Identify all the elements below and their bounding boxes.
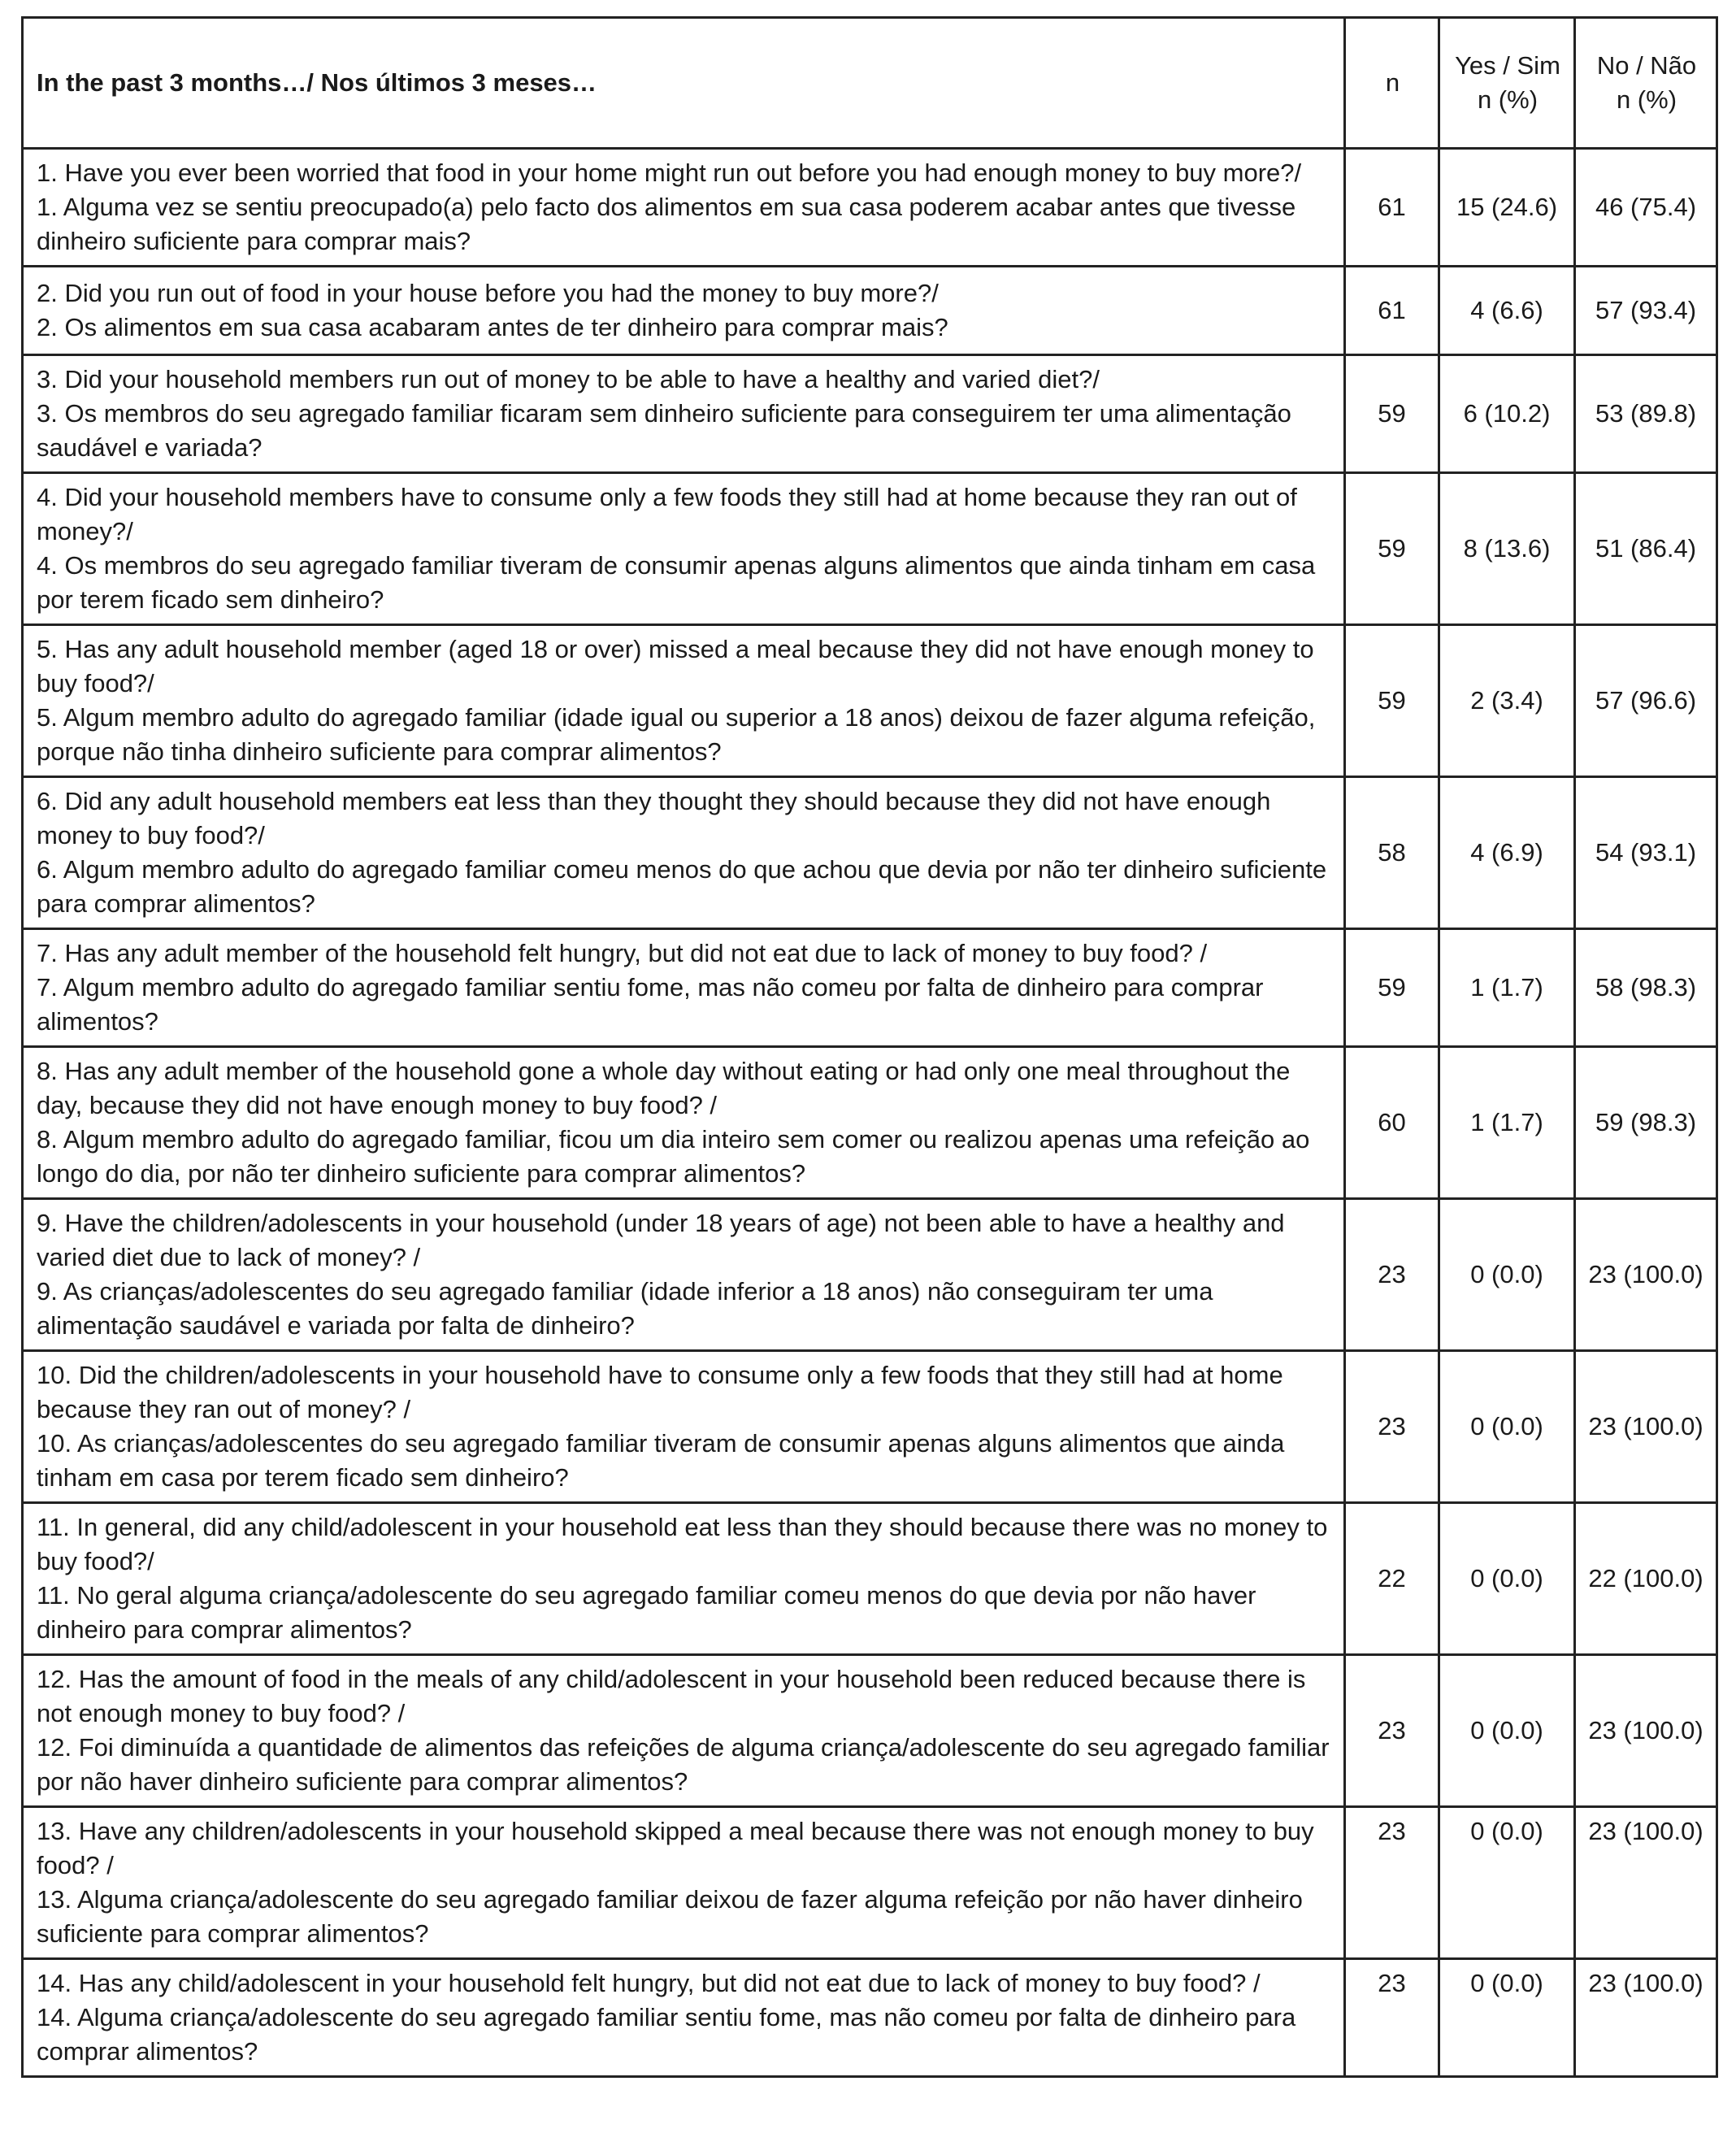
yes-cell: 0 (0.0) [1439, 1503, 1575, 1655]
n-cell: 61 [1345, 267, 1439, 355]
no-cell: 23 (100.0) [1575, 1655, 1717, 1807]
no-cell: 23 (100.0) [1575, 1351, 1717, 1503]
question-en: 6. Did any adult household members eat less than they thought they should because they did not have enough money to buy food?/ [37, 787, 1271, 849]
n-cell: 23 [1345, 1351, 1439, 1503]
no-cell: 59 (98.3) [1575, 1047, 1717, 1199]
n-cell: 61 [1345, 149, 1439, 267]
yes-cell: 0 (0.0) [1439, 1959, 1575, 2077]
question-cell [23, 1959, 1345, 2077]
yes-cell: 0 (0.0) [1439, 1351, 1575, 1503]
yes-cell: 1 (1.7) [1439, 1047, 1575, 1199]
table-row [23, 355, 1717, 473]
n-cell: 23 [1345, 1807, 1439, 1959]
question-en: 12. Has the amount of food in the meals of any child/adolescent in your household been reduced because there is not enough money to buy food? / [37, 1665, 1306, 1727]
question-pt: 4. Os membros do seu agregado familiar tiveram de consumir apenas alguns alimentos que ainda tinham em casa por terem ficado sem dinheiro? [37, 551, 1316, 614]
question-en: 8. Has any adult member of the household gone a whole day without eating or had only one meal throughout the day, because they did not have enough money to buy food? / [37, 1057, 1291, 1119]
n-cell: 59 [1345, 929, 1439, 1047]
question-pt: 14. Alguma criança/adolescente do seu agregado familiar sentiu fome, mas não comeu por falta de dinheiro para comprar alimentos? [37, 2003, 1296, 2066]
question-cell [23, 1503, 1345, 1655]
question-cell [23, 355, 1345, 473]
question-cell [23, 929, 1345, 1047]
question-en: 11. In general, did any child/adolescent in your household eat less than they should because there was no money to buy food?/ [37, 1513, 1328, 1575]
yes-cell: 4 (6.9) [1439, 777, 1575, 929]
question-en: 14. Has any child/adolescent in your household felt hungry, but did not eat due to lack of money to buy food? / [37, 1969, 1261, 1997]
no-cell: 23 (100.0) [1575, 1807, 1717, 1959]
question-pt: 11. No geral alguma criança/adolescente do seu agregado familiar comeu menos do que devia por não haver dinheiro para comprar alimentos? [37, 1581, 1256, 1644]
table-row [23, 267, 1717, 355]
header-question: In the past 3 months…/ Nos últimos 3 meses… [23, 18, 1345, 149]
yes-cell: 0 (0.0) [1439, 1199, 1575, 1351]
n-cell: 23 [1345, 1959, 1439, 2077]
question-pt: 13. Alguma criança/adolescente do seu agregado familiar deixou de fazer alguma refeição por não haver dinheiro suficiente para comprar alimentos? [37, 1885, 1303, 1948]
question-cell [23, 1807, 1345, 1959]
table-row [23, 1655, 1717, 1807]
question-cell [23, 267, 1345, 355]
no-cell: 46 (75.4) [1575, 149, 1717, 267]
n-cell: 59 [1345, 355, 1439, 473]
yes-cell: 0 (0.0) [1439, 1807, 1575, 1959]
yes-cell: 0 (0.0) [1439, 1655, 1575, 1807]
question-pt: 7. Algum membro adulto do agregado familiar sentiu fome, mas não comeu por falta de dinheiro para comprar alimentos? [37, 973, 1264, 1036]
no-cell: 54 (93.1) [1575, 777, 1717, 929]
table-row [23, 777, 1717, 929]
table-row [23, 1503, 1717, 1655]
yes-cell: 8 (13.6) [1439, 473, 1575, 625]
no-cell: 23 (100.0) [1575, 1199, 1717, 1351]
question-cell [23, 625, 1345, 777]
question-en: 5. Has any adult household member (aged 18 or over) missed a meal because they did not have enough money to buy food?/ [37, 635, 1314, 697]
table-row [23, 473, 1717, 625]
yes-cell: 1 (1.7) [1439, 929, 1575, 1047]
question-pt: 6. Algum membro adulto do agregado familiar comeu menos do que achou que devia por não ter dinheiro suficiente para comprar alimentos? [37, 855, 1327, 918]
no-cell: 51 (86.4) [1575, 473, 1717, 625]
food-insecurity-table-container [21, 16, 1716, 2078]
table-row [23, 929, 1717, 1047]
question-en: 13. Have any children/adolescents in your household skipped a meal because there was not enough money to buy food? / [37, 1817, 1314, 1879]
question-en: 2. Did you run out of food in your house before you had the money to buy more?/ [37, 279, 939, 307]
header-no: No / Não n (%) [1575, 18, 1717, 149]
n-cell: 59 [1345, 473, 1439, 625]
table-header-row [23, 18, 1717, 149]
question-pt: 5. Algum membro adulto do agregado familiar (idade igual ou superior a 18 anos) deixou de fazer alguma refeição, porque não tinha dinheiro suficiente para comprar alimentos? [37, 703, 1316, 766]
n-cell: 59 [1345, 625, 1439, 777]
question-cell [23, 149, 1345, 267]
question-en: 3. Did your household members run out of money to be able to have a healthy and varied diet?/ [37, 365, 1100, 393]
header-n: n [1345, 18, 1439, 149]
question-pt: 2. Os alimentos em sua casa acabaram antes de ter dinheiro para comprar mais? [37, 313, 948, 341]
n-cell: 60 [1345, 1047, 1439, 1199]
question-pt: 9. As crianças/adolescentes do seu agregado familiar (idade inferior a 18 anos) não conseguiram ter uma alimentação saudável e variada por falta de dinheiro? [37, 1277, 1213, 1340]
n-cell: 58 [1345, 777, 1439, 929]
no-cell: 57 (93.4) [1575, 267, 1717, 355]
question-cell [23, 1199, 1345, 1351]
question-pt: 3. Os membros do seu agregado familiar ficaram sem dinheiro suficiente para conseguirem ter uma alimentação saudável e variada? [37, 399, 1291, 462]
question-cell [23, 473, 1345, 625]
yes-cell: 6 (10.2) [1439, 355, 1575, 473]
no-cell: 57 (96.6) [1575, 625, 1717, 777]
n-cell: 23 [1345, 1655, 1439, 1807]
header-yes: Yes / Sim n (%) [1439, 18, 1575, 149]
question-en: 4. Did your household members have to consume only a few foods they still had at home because they ran out of money?/ [37, 483, 1297, 545]
table-row [23, 1047, 1717, 1199]
yes-cell: 4 (6.6) [1439, 267, 1575, 355]
no-cell: 23 (100.0) [1575, 1959, 1717, 2077]
question-pt: 10. As crianças/adolescentes do seu agregado familiar tiveram de consumir apenas alguns alimentos que ainda tinham em casa por terem ficado sem dinheiro? [37, 1429, 1285, 1492]
question-pt: 12. Foi diminuída a quantidade de alimentos das refeições de alguma criança/adolescente do seu agregado familiar por não haver dinheiro suficiente para comprar alimentos? [37, 1733, 1330, 1796]
no-cell: 22 (100.0) [1575, 1503, 1717, 1655]
question-en: 9. Have the children/adolescents in your household (under 18 years of age) not been able to have a healthy and varied diet due to lack of money? / [37, 1209, 1285, 1271]
yes-cell: 2 (3.4) [1439, 625, 1575, 777]
food-insecurity-table [21, 16, 1718, 2078]
question-cell [23, 777, 1345, 929]
table-row [23, 1959, 1717, 2077]
table-row [23, 1351, 1717, 1503]
question-pt: 1. Alguma vez se sentiu preocupado(a) pelo facto dos alimentos em sua casa poderem acabar antes que tivesse dinheiro suficiente para comprar mais? [37, 193, 1296, 255]
no-cell: 58 (98.3) [1575, 929, 1717, 1047]
question-cell [23, 1655, 1345, 1807]
n-cell: 23 [1345, 1199, 1439, 1351]
table-row [23, 149, 1717, 267]
n-cell: 22 [1345, 1503, 1439, 1655]
question-pt: 8. Algum membro adulto do agregado familiar, ficou um dia inteiro sem comer ou realizou apenas uma refeição ao longo do dia, por não ter dinheiro suficiente para comprar alimentos? [37, 1125, 1310, 1188]
table-row [23, 1199, 1717, 1351]
no-cell: 53 (89.8) [1575, 355, 1717, 473]
question-en: 7. Has any adult member of the household felt hungry, but did not eat due to lack of money to buy food? / [37, 939, 1208, 967]
question-en: 1. Have you ever been worried that food in your home might run out before you had enough money to buy more?/ [37, 159, 1302, 187]
question-cell [23, 1047, 1345, 1199]
question-en: 10. Did the children/adolescents in your household have to consume only a few foods that they still had at home because they ran out of money? / [37, 1361, 1283, 1423]
table-row [23, 1807, 1717, 1959]
table-row [23, 625, 1717, 777]
question-cell [23, 1351, 1345, 1503]
yes-cell: 15 (24.6) [1439, 149, 1575, 267]
